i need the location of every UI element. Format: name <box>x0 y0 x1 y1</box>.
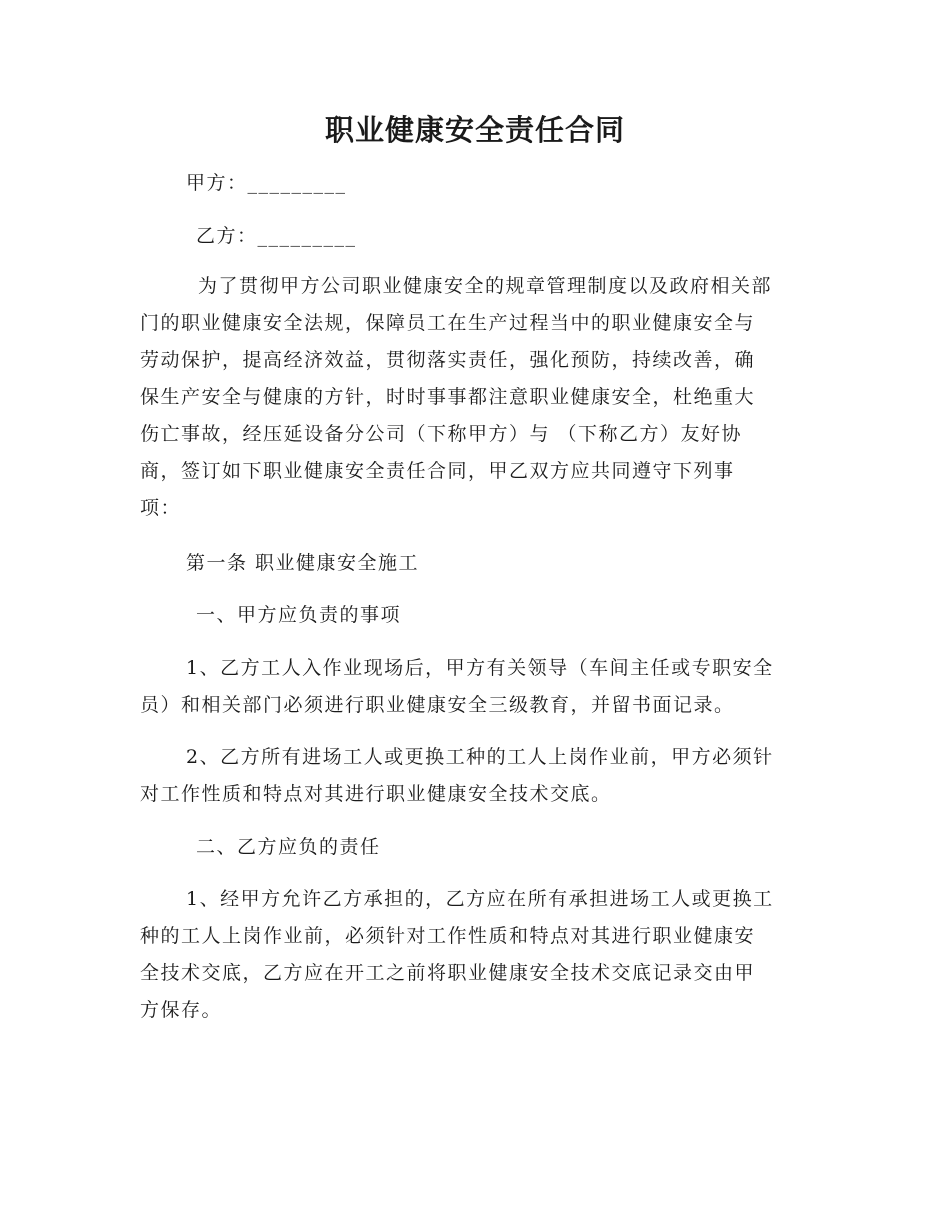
item-line: 2、乙方所有进场工人或更换工种的工人上岗作业前，甲方必须针 <box>186 746 774 768</box>
item-line: 1、乙方工人入作业现场后，甲方有关领导（车间主任或专职安全 <box>186 657 774 679</box>
item-line: 种的工人上岗作业前，必须针对工作性质和特点对其进行职业健康安 <box>140 925 756 947</box>
intro-line: 劳动保护，提高经济效益，贯彻落实责任，强化预防，持续改善，确 <box>140 349 756 371</box>
document-title: 职业健康安全责任合同 <box>324 113 625 147</box>
article-1-heading: 第一条 职业健康安全施工 <box>186 552 420 574</box>
item-line: 对工作性质和特点对其进行职业健康安全技术交底。 <box>140 783 612 805</box>
item-line: 全技术交底，乙方应在开工之前将职业健康安全技术交底记录交由甲 <box>140 962 756 984</box>
section-2-heading: 二、乙方应负的责任 <box>196 836 381 858</box>
party-a-line: 甲方：_________ <box>186 172 347 194</box>
intro-line: 为了贯彻甲方公司职业健康安全的规章管理制度以及政府相关部 <box>198 275 773 297</box>
item-line: 1、经甲方允许乙方承担的，乙方应在所有承担进场工人或更换工 <box>186 888 774 910</box>
item-line: 员）和相关部门必须进行职业健康安全三级教育，并留书面记录。 <box>140 694 735 716</box>
item-line: 方保存。 <box>140 999 223 1021</box>
intro-line: 项： <box>140 497 182 519</box>
item-1-2-paragraph <box>140 739 812 813</box>
intro-line: 保生产安全与健康的方针，时时事事都注意职业健康安全，杜绝重大 <box>140 386 756 408</box>
party-b-line: 乙方：_________ <box>196 225 357 247</box>
item-1-1-paragraph <box>140 650 812 724</box>
intro-line: 门的职业健康安全法规，保障员工在生产过程当中的职业健康安全与 <box>140 312 756 334</box>
item-2-1-paragraph <box>140 881 812 1029</box>
section-1-heading: 一、甲方应负责的事项 <box>196 604 402 626</box>
intro-paragraph <box>140 268 812 527</box>
intro-line: 商，签订如下职业健康安全责任合同，甲乙双方应共同遵守下列事 <box>140 460 735 482</box>
intro-line: 伤亡事故，经压延设备分公司（下称甲方）与 （下称乙方）友好协 <box>140 423 743 445</box>
